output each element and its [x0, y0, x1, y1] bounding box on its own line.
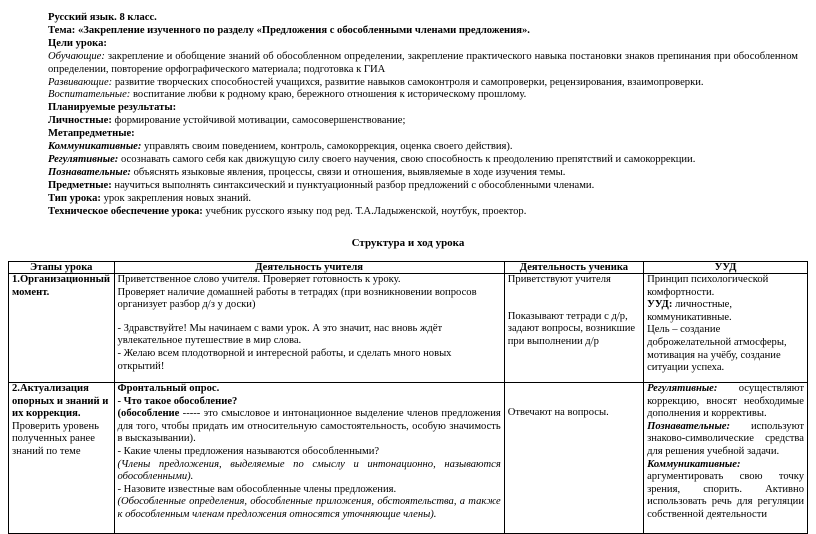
teacher-answer — [118, 408, 501, 446]
header-stages: Этапы урока — [9, 262, 115, 274]
uud-line — [647, 421, 804, 459]
type-label: Тип урока: — [48, 192, 101, 204]
topic-text: «Закрепление изученного по разделу «Предложения с обособленными членами предложения». — [75, 24, 530, 36]
equipment-label: Техническое обеспечение урока: — [48, 205, 203, 217]
lesson-structure-table — [8, 261, 808, 534]
uud-label: УУД: — [647, 299, 673, 311]
personal-results — [48, 115, 798, 128]
teacher-text: - Желаю всем плодотворной и интересной работы, и сделать много новых открытий! — [117, 347, 452, 372]
uud-cell — [644, 274, 808, 383]
uud-text: Принцип психологической комфортности. — [647, 274, 769, 298]
table-row — [9, 274, 808, 383]
cognitive-label: Познавательные: — [48, 166, 131, 178]
uud-label: Познавательные: — [647, 420, 731, 432]
cognitive-results — [48, 167, 798, 180]
teacher-answer: (Члены предложения, выделяемые по смыслу и интонационно, называются обособленными). — [117, 458, 501, 483]
regulatory-label: Регулятивные: — [48, 153, 119, 165]
goals-heading: Цели урока: — [48, 37, 107, 49]
goal-educating — [48, 89, 798, 102]
topic-label: Тема: — [48, 24, 76, 36]
goal-teaching — [48, 51, 798, 77]
stage-cell — [9, 383, 115, 534]
personal-text: формирование устойчивой мотивации, самосовершенствование; — [111, 115, 406, 127]
stage-goal: Проверить уровень полученных ранее знаний по теме — [12, 420, 99, 457]
teacher-text: Приветственное слово учителя. Проверяет готовность к уроку. — [117, 274, 401, 285]
header-student-activity: Деятельность ученика — [504, 262, 643, 274]
regulatory-results — [48, 154, 798, 167]
student-activity-cell — [504, 383, 643, 534]
goal-developing — [48, 77, 798, 90]
teacher-text: Проверяет наличие домашней работы в тетрадях (при возникновении вопросов организует разбор д/з у доски) — [117, 286, 477, 311]
results-heading: Планируемые результаты: — [48, 102, 177, 114]
student-activity-cell — [504, 274, 643, 383]
teacher-answer-text: это смысловое и интонационное выделение членов предложения для того, чтобы придать им относительную самостоятельность, особую значимость в высказывании). — [117, 408, 501, 445]
topic-line — [48, 25, 798, 38]
spacer — [118, 312, 501, 323]
table-row — [9, 383, 808, 534]
subject-text: научиться выполнять синтаксический и пунктуационный разбор предложений с обособленными членами. — [111, 179, 595, 191]
stage-title: 1.Организационный момент. — [12, 274, 111, 298]
spacer — [508, 287, 640, 311]
goal-educating-label: Воспитательные: — [48, 89, 131, 101]
communicative-results — [48, 141, 798, 154]
subject-label: Предметные: — [48, 179, 112, 191]
goal-teaching-text: закрепление и обобщение знаний об обособленном определении, закрепление практического навыка постановки знаков препинания при обособленном определении, повторение орфографического материала; подготовка к ГИА — [48, 50, 798, 75]
teacher-title: Фронтальный опрос. — [117, 383, 220, 394]
teacher-activity-cell — [114, 383, 504, 534]
uud-label: Коммуникативные: — [647, 458, 741, 470]
uud-text: Цель – создание доброжелательной атмосферы, мотивация на учёбу, создание ситуации успеха. — [647, 324, 787, 374]
goal-developing-label: Развивающие: — [48, 76, 113, 88]
goal-teaching-label: Обучающие: — [48, 50, 105, 62]
uud-label: Регулятивные: — [647, 383, 718, 394]
teacher-text: - Здравствуйте! Мы начинаем с вами урок. А это значит, нас вновь ждёт увлекательное путешествие в мир слова. — [117, 322, 443, 347]
uud-text: личностные, коммуникативные. — [647, 299, 733, 323]
equipment-text: учебник русского языку под ред. Т.А.Ладыженской, ноутбук, проектор. — [202, 205, 527, 217]
student-text: Показывают тетради с д/р, задают вопросы, возникшие при выполнении д/р — [507, 310, 636, 347]
goal-developing-text: развитие творческих способностей учащихся, развитие навыков самоконтроля и самопроверки, рецензирования, взаимопроверки. — [112, 76, 704, 88]
meta-heading: Метапредметные: — [48, 128, 135, 140]
header-uud: УУД — [644, 262, 808, 274]
uud-cell — [644, 383, 808, 534]
uud-text: используют знаково-символические средства для решения учебной задачи. — [647, 420, 804, 457]
regulatory-text: осознавать самого себя как движущую силу своего научения, свою способность к преодолению препятствий и самокоррекции. — [118, 153, 696, 165]
header-teacher-activity: Деятельность учителя — [114, 262, 504, 274]
lesson-header — [48, 12, 798, 219]
communicative-text: управлять своим поведением, контроль, самокоррекция, оценка своего действия). — [141, 141, 513, 153]
subject-results — [48, 180, 798, 193]
student-text: Отвечают на вопросы. — [507, 407, 609, 418]
stage-cell — [9, 274, 115, 383]
uud-line — [647, 383, 804, 421]
teacher-question: - Что такое обособление? — [117, 395, 238, 407]
teacher-answer: (Обособленные определения, обособленные приложения, обстоятельства, а также к обособленным членам предложения относятся уточняющие члены). — [117, 496, 501, 520]
document-title: Русский язык. 8 класс. — [48, 12, 157, 23]
teacher-answer-term: (обособление — [117, 408, 180, 420]
teacher-question: - Назовите известные вам обособленные члены предложения. — [117, 483, 397, 495]
uud-line — [647, 459, 804, 522]
student-text: Приветствуют учителя — [507, 274, 611, 285]
type-text: урок закрепления новых знаний. — [100, 192, 252, 204]
teacher-activity-cell — [114, 274, 504, 383]
uud-text: аргументировать свою точку зрения, спорить. Активно использовать речь для регуляции собственной деятельности — [647, 471, 804, 520]
uud-text: осуществляют коррекцию, вносят необходимые дополнения и коррективы. — [647, 383, 804, 420]
section-title: Структура и ход урока — [351, 237, 465, 249]
lesson-type — [48, 193, 798, 206]
goal-educating-text: воспитание любви к родному краю, бережного отношения к историческому прошлому. — [130, 89, 527, 101]
teacher-question: - Какие члены предложения называются обособленными? — [117, 445, 380, 457]
teacher-answer-dash: ----- — [179, 408, 204, 420]
cognitive-text: объяснять языковые явления, процессы, связи и отношения, выявляемые в ходе изучения темы. — [130, 166, 566, 178]
table-header-row — [9, 262, 808, 274]
spacer — [508, 383, 640, 407]
uud-line — [647, 299, 804, 324]
communicative-label: Коммуникативные: — [48, 141, 142, 153]
lesson-equipment — [48, 206, 798, 219]
stage-title: 2.Актуализация опорных и знаний и их коррекция. — [12, 383, 109, 420]
personal-label: Личностные: — [48, 115, 112, 127]
